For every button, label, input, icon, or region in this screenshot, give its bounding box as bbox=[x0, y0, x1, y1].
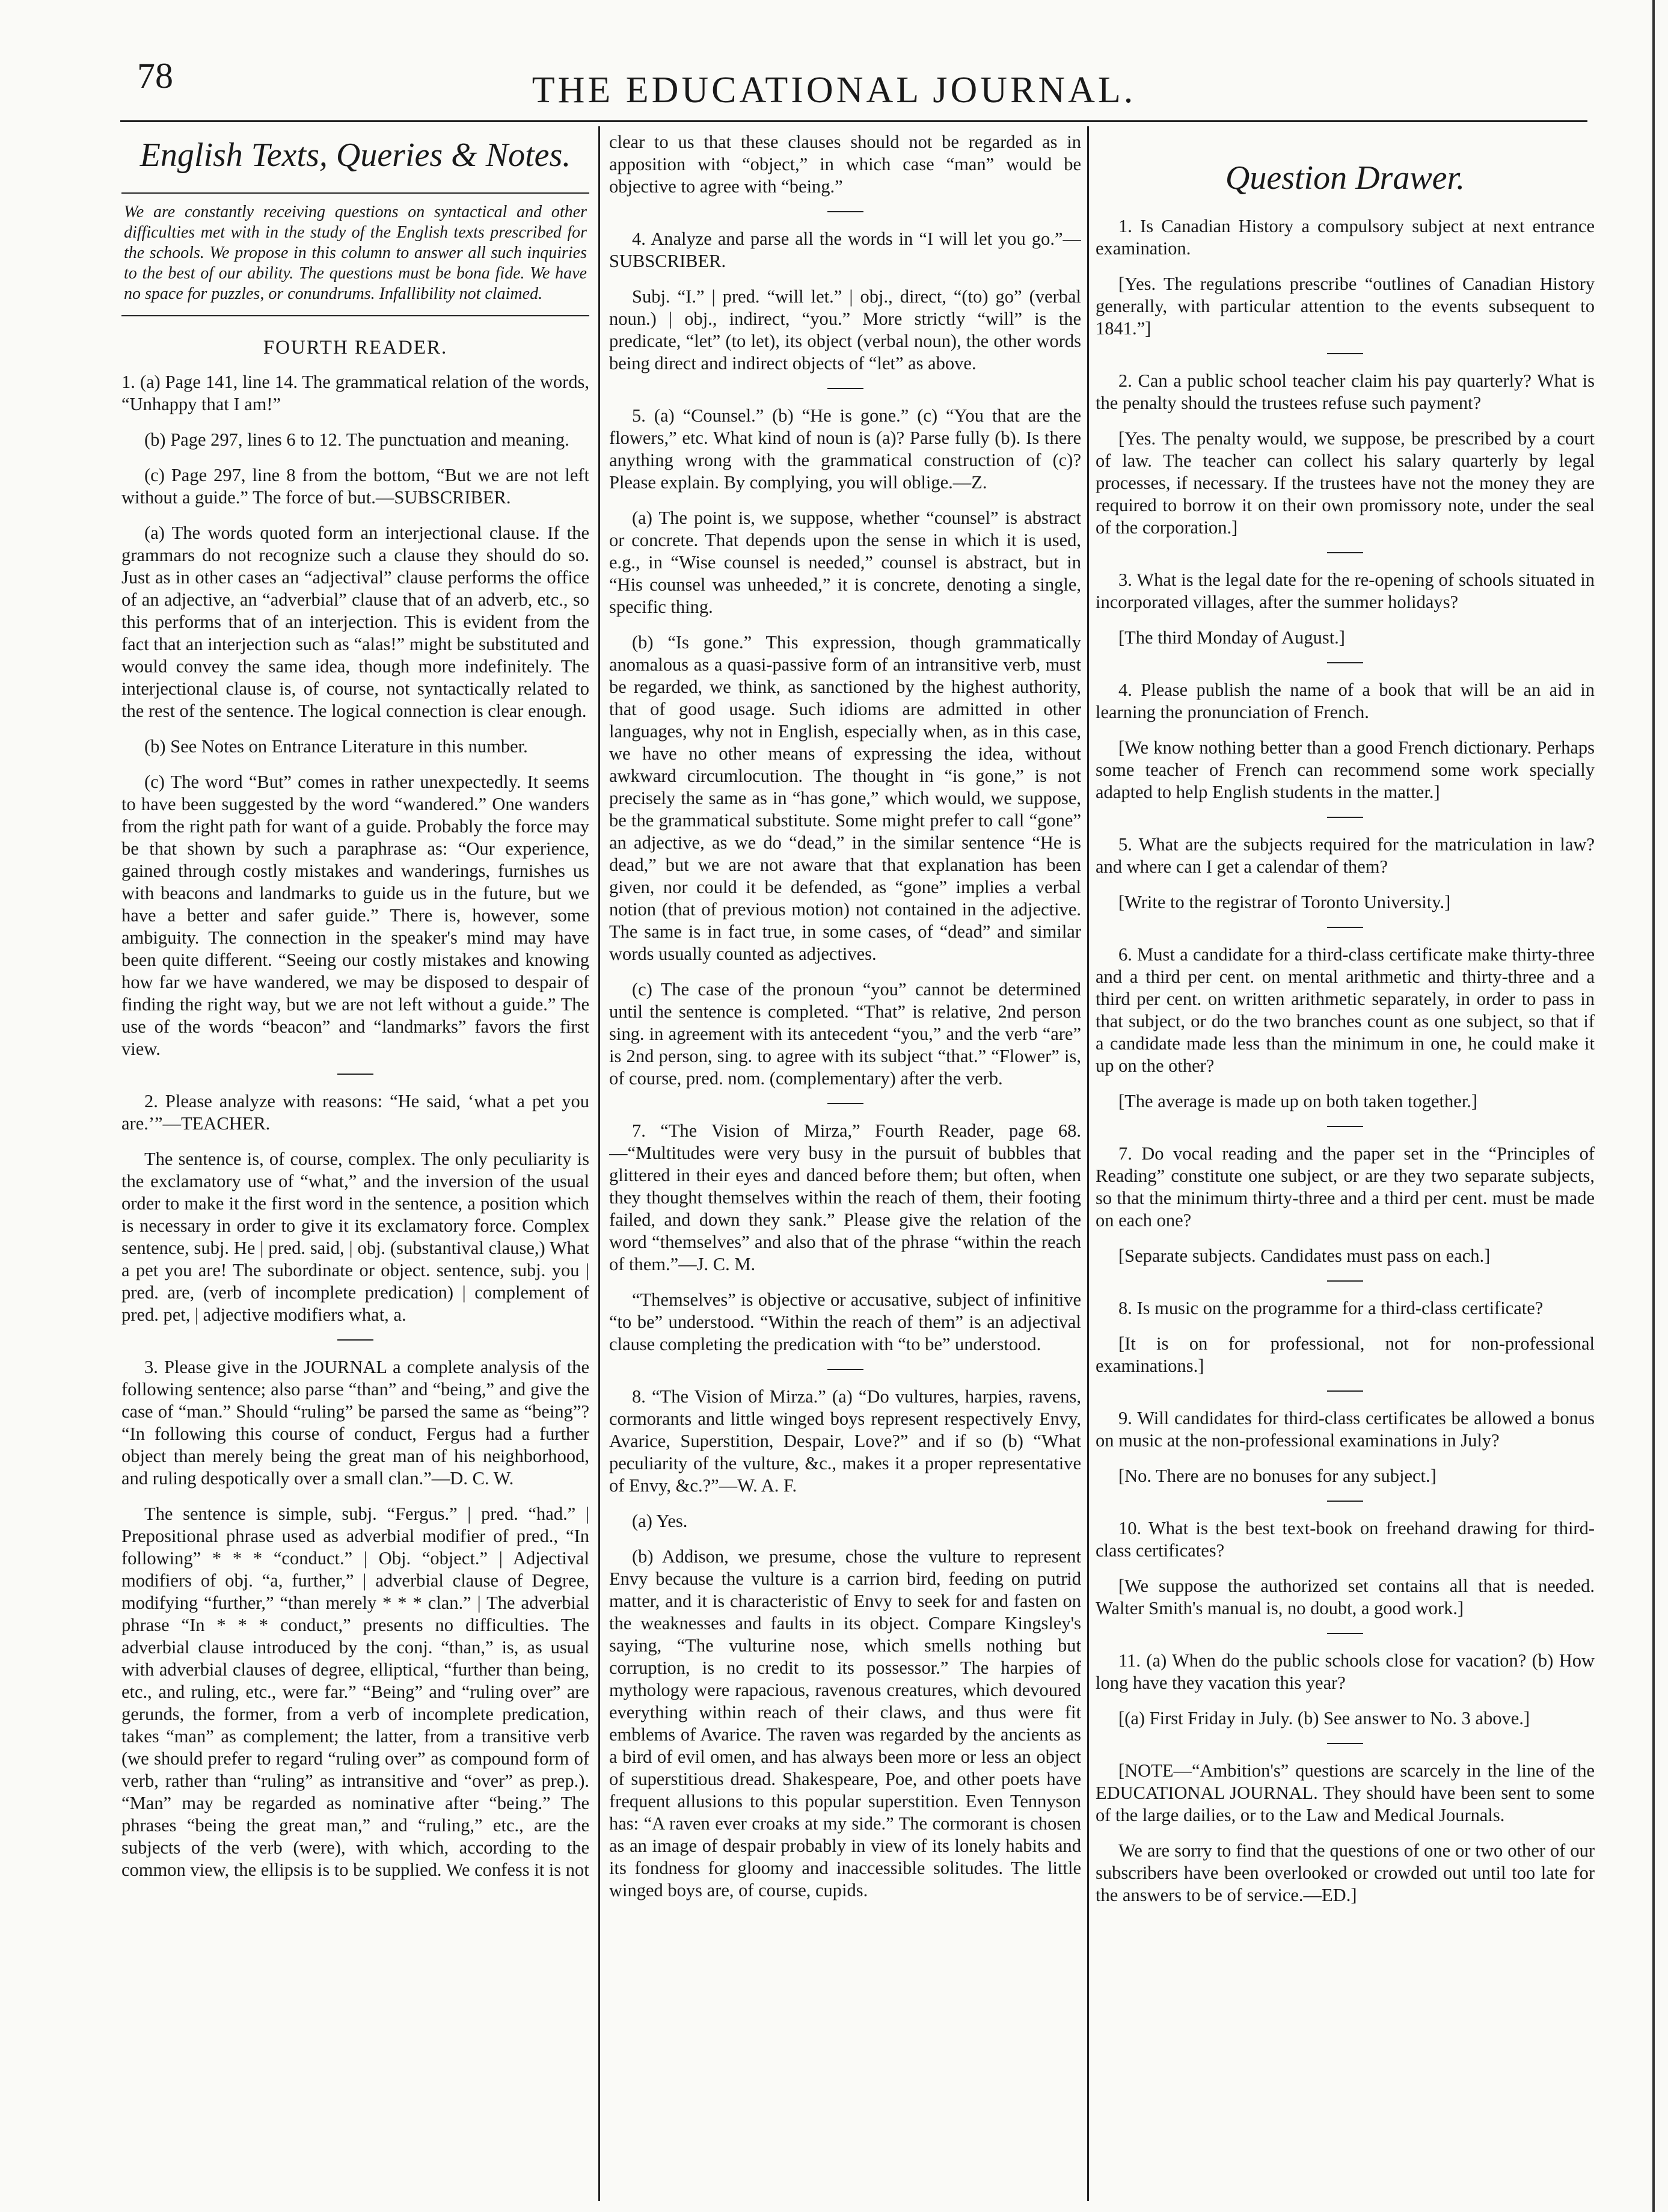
column-continued bbox=[609, 131, 1081, 2176]
answer-paragraph: [It is on for professional, not for non-professional examinations.] bbox=[1096, 1333, 1595, 1376]
query-paragraph: (b) Page 297, lines 6 to 12. The punctuation and meaning. bbox=[144, 429, 569, 450]
question-paragraph: 7. Do vocal reading and the paper set in the “Principles of Reading” constitute one subject, or are they two separate subjects, so that the minimum thirty-three and a third per cent. must be made on each one? bbox=[1096, 1143, 1595, 1230]
item-separator bbox=[827, 1369, 863, 1370]
item-separator bbox=[1327, 662, 1363, 663]
question-paragraph: 10. What is the best text-book on freehand drawing for third-class certificates? bbox=[1096, 1518, 1595, 1561]
question-paragraph: 3. What is the legal date for the re-opening of schools situated in incorporated villages, after the summer holidays? bbox=[1096, 570, 1595, 612]
answer-paragraph: (a) The point is, we suppose, whether “counsel” is abstract or concrete. That depends upon the sense in which it is used, e.g., in “Wise counsel is needed,” counsel is abstract, but in “His counsel was unheeded,” it is concrete, denoting a single, specific thing. bbox=[609, 508, 1081, 617]
question-paragraph: 1. Is Canadian History a compulsory subject at next entrance examination. bbox=[1096, 216, 1595, 259]
question-paragraph: 9. Will candidates for third-class certificates be allowed a bonus on music at the non-professional examinations in July? bbox=[1096, 1408, 1595, 1451]
item-separator bbox=[1327, 927, 1363, 928]
query-paragraph: 2. Please analyze with reasons: “He said, ‘what a pet you are.’”—TEACHER. bbox=[121, 1091, 589, 1134]
column-divider-2 bbox=[1087, 126, 1089, 2201]
column-english-texts bbox=[121, 131, 589, 2176]
answer-paragraph: [Yes. The regulations prescribe “outlines of Canadian History generally, with particular attention to the events subsequent to 1841.”] bbox=[1096, 274, 1595, 339]
item-separator bbox=[1327, 1501, 1363, 1502]
page-number: 78 bbox=[137, 56, 173, 96]
item-separator bbox=[1327, 1633, 1363, 1634]
answer-paragraph: (a) Yes. bbox=[632, 1511, 688, 1531]
answer-paragraph: (c) The case of the pronoun “you” cannot be determined until the sentence is completed. “That” is relative, 2nd person sing. in agreement with its antecedent “you,” and the verb “are” is 2nd person, sing. to agree with its subject “that.” “Flower” is, of course, pred. nom. (complementary) after the verb. bbox=[609, 979, 1081, 1089]
item-separator bbox=[1327, 1126, 1363, 1127]
column-question-drawer bbox=[1096, 131, 1595, 2176]
answer-paragraph: [(a) First Friday in July. (b) See answer to No. 3 above.] bbox=[1118, 1708, 1530, 1728]
question-paragraph: 8. Is music on the programme for a third-class certificate? bbox=[1118, 1298, 1544, 1318]
answer-paragraph: [Write to the registrar of Toronto University.] bbox=[1118, 892, 1451, 912]
item-separator bbox=[1327, 552, 1363, 553]
section-title-question-drawer: Question Drawer. bbox=[1225, 159, 1465, 197]
item-separator bbox=[827, 388, 863, 389]
editor-note: [NOTE—“Ambition's” questions are scarcely in the line of the EDUCATIONAL JOURNAL. They should have been sent to some of the large dailies, or to the Law and Medical Journals. bbox=[1096, 1760, 1595, 1825]
answer-paragraph: The sentence is, of course, complex. The only peculiarity is the exclamatory use of “what,” and the inversion of the usual order to make it the first word in the sentence, a position which is necessary in order to give it its exclamatory force. Complex sentence, subj. He | pred. said, | obj. (substantival clause,) What a pet you are! The subordinate or object. sentence, subj. you | pred. are, (verb of incomplete predication) | complement of pred. pet, | adjective modifiers what, a. bbox=[121, 1149, 589, 1325]
answer-paragraph: (c) The word “But” comes in rather unexpectedly. It seems to have been suggested by the word “wandered.” One wanders from the right path for want of a guide. Probably the force may be that shown by such a paraphrase as: “Our experience, gained through costly mistakes and wanderings, furnishes us with beacons and landmarks to guide us in the future, but we have a better and safer guide.” There is, however, some ambiguity. The connection in the speaker's mind may have been quite different. “Seeing our costly mistakes and knowing how far we have wandered, we may be disposed to despair of finding the right way, but we are not left without a guide.” The use of the words “beacon” and “landmarks” favors the first view. bbox=[121, 772, 589, 1059]
item-separator bbox=[827, 1103, 863, 1104]
answer-paragraph: [We know nothing better than a good French dictionary. Perhaps some teacher of French can recommend some work specially adapted to help English students in the matter.] bbox=[1096, 737, 1595, 802]
item-separator bbox=[1327, 1280, 1363, 1282]
query-paragraph: 3. Please give in the JOURNAL a complete analysis of the following sentence; also parse “than” and “being,” and give the case of “man.” Should “ruling” be parsed the same as “being”? “In following this course of conduct, Fergus had a further object than merely being the great man of his neighborhood, and ruling despotically over a small clan.”—D. C. W. bbox=[121, 1357, 589, 1488]
item-separator bbox=[337, 1074, 373, 1075]
running-head: THE EDUCATIONAL JOURNAL. bbox=[532, 70, 1136, 111]
answer-paragraph: (b) “Is gone.” This expression, though grammatically anomalous as a quasi-passive form of an intransitive verb, must be regarded, we think, as sanctioned by the highest authority, that of good usage. Such idioms are admitted in other languages, why not in English, especially when, as in this case, we have no other means of expressing the idea, without awkward circumlocution. The thought in “is gone,” is not precisely the same as in “has gone,” which would, we suppose, be the grammatical substitute. Some might prefer to call “gone” an adjective, as we do “dead,” in the similar sentence “He is dead,” but we are not aware that that explanation has been given, nor could it be defended, as “gone” implies a verbal notion (that of previous motion) not contained in the adjective. The same is in fact true, in some cases, of “dead” and similar words usually counted as adjectives. bbox=[609, 632, 1081, 964]
header-rule bbox=[120, 120, 1587, 122]
query-paragraph: 8. “The Vision of Mirza.” (a) “Do vultures, harpies, ravens, cormorants and little winged boys represent respectively Envy, Avarice, Superstition, Despair, Love?” and if so (b) “What peculiarity of the vulture, &c., makes it a proper representative of Envy, &c.?”—W. A. F. bbox=[609, 1386, 1081, 1496]
item-separator bbox=[827, 211, 863, 212]
answer-paragraph: (a) The words quoted form an interjectional clause. If the grammars do not recognize such a clause they should do so. Just as in other cases an “adjectival” clause performs the office of an adjective, an “adverbial” clause that of an adverb, etc., so this performs that of an interjection. This is evident from the fact that an interjection such as “alas!” might be substituted and would convey the same idea, though more indefinitely. The interjectional clause is, of course, not syntactically related to the rest of the sentence. The logical connection is clear enough. bbox=[121, 523, 589, 721]
question-paragraph: 2. Can a public school teacher claim his pay quarterly? What is the penalty should the trustees refuse such payment? bbox=[1096, 370, 1595, 413]
item-separator bbox=[1327, 353, 1363, 354]
scan-edge bbox=[1652, 0, 1655, 2212]
question-paragraph: 4. Please publish the name of a book that will be an aid in learning the pronunciation of French. bbox=[1096, 680, 1595, 722]
item-separator bbox=[1327, 817, 1363, 818]
query-paragraph: (c) Page 297, line 8 from the bottom, “But we are not left without a guide.” The force of but.—SUBSCRIBER. bbox=[121, 465, 589, 508]
answer-paragraph: [Separate subjects. Candidates must pass on each.] bbox=[1118, 1246, 1491, 1266]
fourth-reader-heading: FOURTH READER. bbox=[263, 337, 448, 358]
answer-paragraph: “Themselves” is objective or accusative, subject of infinitive “to be” understood. “Within the reach of them” is an adjectival clause completing the predication with “to be” understood. bbox=[609, 1289, 1081, 1354]
column-divider-1 bbox=[598, 126, 600, 2201]
editor-note: We are sorry to find that the questions of one or two other of our subscribers have been overlooked or crowded out until too late for the answers to be of service.—ED.] bbox=[1096, 1840, 1595, 1905]
question-paragraph: 6. Must a candidate for a third-class certificate make thirty-three and a third per cent. on mental arithmetic and thirty-three and a third per cent. on written arithmetic separately, in order to pass in that subject, or do the two branches count as one subject, so that if a candidate made less than the minimum in one, he could make it up on the other? bbox=[1096, 944, 1595, 1076]
query-paragraph: 4. Analyze and parse all the words in “I will let you go.”—SUBSCRIBER. bbox=[609, 229, 1081, 271]
question-paragraph: 5. What are the subjects required for the matriculation in law? and where can I get a calendar of them? bbox=[1096, 834, 1595, 877]
answer-paragraph: Subj. “I.” | pred. “will let.” | obj., direct, “(to) go” (verbal noun.) | obj., indirect, “you.” More strictly “will” is the predicate, “let” (to let), its object (verbal noun), the other words being direct and indirect objects of “let” as above. bbox=[609, 286, 1081, 373]
answer-paragraph: [The third Monday of August.] bbox=[1118, 627, 1345, 648]
section-title-english-texts: English Texts, Queries & Notes. bbox=[140, 137, 571, 174]
section-intro: We are constantly receiving questions on syntactical and other difficulties met with in the study of the English texts prescribed for the schools. We propose in this column to answer all such inquiries to the best of our ability. The questions must be bona fide. We have no space for puzzles, or conundrums. Infallibility not claimed. bbox=[121, 192, 589, 316]
answer-paragraph: [No. There are no bonuses for any subject.] bbox=[1118, 1466, 1437, 1486]
answer-paragraph: (b) Addison, we presume, chose the vulture to represent Envy because the vulture is a carrion bird, feeding on putrid matter, and it is characteristic of Envy to seek for and fasten on the weaknesses and faults in its object. Compare Kingsley's saying, “The vulturine nose, which smells nothing but corruption, is no credit to its possessor.” The harpies of mythology were rapacious, ravenous creatures, which devoured everything within reach of their claws, and thus were fit emblems of Avarice. The raven was regarded by the ancients as a bird of evil omen, and has always been more or less an object of superstitious dread. Shakespeare, Poe, and other poets have frequent allusions to this popular superstition. Even Tennyson has: “A raven ever croaks at my side.” The cormorant is chosen as an image of despair probably in view of its lonely habits and its fondness for gloomy and inaccessible solitudes. The little winged boys are, of course, cupids. bbox=[609, 1546, 1081, 1900]
item-separator bbox=[1327, 1390, 1363, 1392]
question-paragraph: 11. (a) When do the public schools close for vacation? (b) How long have they vacation this year? bbox=[1096, 1650, 1595, 1693]
answer-paragraph: [The average is made up on both taken together.] bbox=[1118, 1091, 1478, 1111]
query-paragraph: 5. (a) “Counsel.” (b) “He is gone.” (c) “You that are the flowers,” etc. What kind of noun is (a)? Parse fully (b). Is there anything wrong with the grammatical construction of (c)? Please explain. By complying, you will oblige.—Z. bbox=[609, 405, 1081, 493]
query-paragraph: 7. “The Vision of Mirza,” Fourth Reader, page 68.—“Multitudes were very busy in the pursuit of bubbles that glittered in their eyes and danced before them; but often, when they thought themselves within the reach of them, their footing failed, and down they sank.” Please give the relation of the word “themselves” and also that of the phrase “within the reach of them.”—J. C. M. bbox=[609, 1120, 1081, 1274]
answer-paragraph: (b) See Notes on Entrance Literature in this number. bbox=[144, 736, 528, 757]
item-separator bbox=[1327, 1743, 1363, 1744]
answer-paragraph: [Yes. The penalty would, we suppose, be prescribed by a court of law. The teacher can collect his salary quarterly by legal processes, if necessary. If the trustees have not the money they are required to borrow it on their own promissory note, under the seal of the corporation.] bbox=[1096, 428, 1595, 538]
answer-paragraph: clear to us that these clauses should not be regarded as in apposition with “object,” in which case “man” would be objective to agree with “being.” bbox=[609, 132, 1081, 197]
query-paragraph: 1. (a) Page 141, line 14. The grammatical relation of the words, “Unhappy that I am!” bbox=[121, 372, 589, 414]
answer-paragraph: The sentence is simple, subj. “Fergus.” | pred. “had.” | Prepositional phrase used as adverbial modifier of pred., “In following” * * * “conduct.” | Obj. “object.” | Adjectival modifiers of obj. “a, further,” | adverbial clause of Degree, modifying “further,” “than merely * * * clan.” | The adverbial phrase “In * * * conduct,” presents no difficulties. The adverbial clause introduced by the conj. “than,” is, as usual with adverbial clauses of degree, elliptical, “further than being, etc., and ruling, etc., were far.” “Being” and “ruling over” are gerunds, the former, from a verb of incomplete predication, takes “man” as complement; the latter, from a transitive verb (we should prefer to regard “ruling over” as compound form of verb, rather than “ruling” as intransitive and “over” as prep.). “Man” may be regarded as nominative after “being.” The phrases “being the great man,” and “ruling,” etc., are the subjects of the verb (were), with which, according to the common view, the ellipsis is to be supplied. We confess it is not bbox=[121, 1504, 589, 1880]
item-separator bbox=[337, 1339, 373, 1341]
answer-paragraph: [We suppose the authorized set contains all that is needed. Walter Smith's manual is, no doubt, a good work.] bbox=[1096, 1576, 1595, 1618]
